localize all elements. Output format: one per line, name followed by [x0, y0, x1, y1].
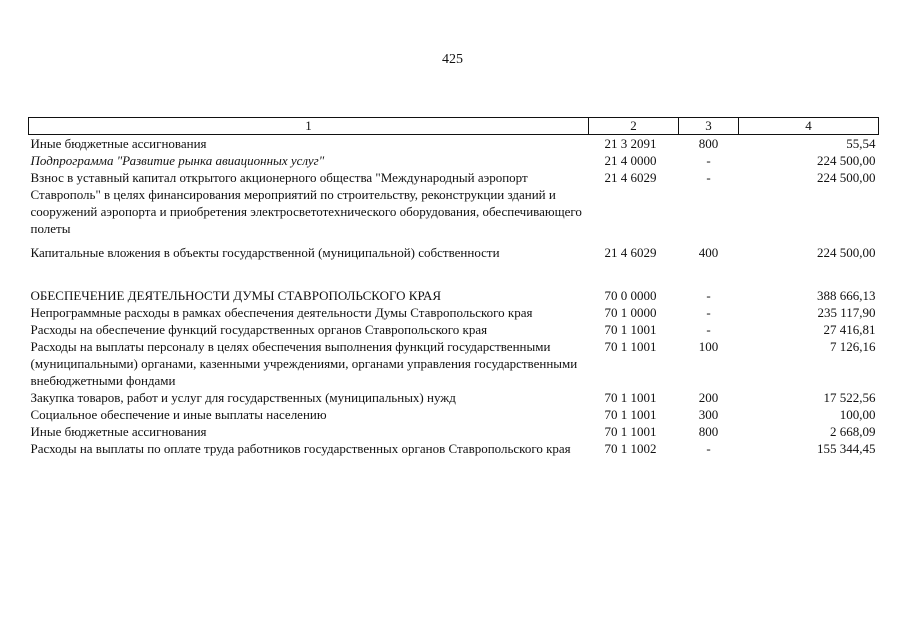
table-row [29, 406, 879, 423]
table-row [29, 338, 879, 389]
row-sum: 224 500,00 [817, 153, 876, 168]
row-sum: 235 117,90 [817, 305, 876, 320]
row-name: Расходы на выплаты по оплате труда работников государственных органов Ставропольского края [30, 441, 571, 456]
row-code: 70 1 1002 [604, 441, 657, 456]
row-name: Расходы на обеспечение функций государственных органов Ставропольского края [30, 322, 488, 337]
table-row [29, 237, 879, 261]
row-sum: 2 668,09 [830, 424, 876, 439]
row-type: 200 [698, 390, 719, 405]
row-name: Социальное обеспечение и иные выплаты населению [30, 407, 327, 422]
table-header-row [29, 118, 879, 135]
row-name: Непрограммные расходы в рамках обеспечения деятельности Думы Ставропольского края [30, 305, 533, 320]
row-code: 21 3 2091 [604, 136, 657, 151]
row-type: - [706, 305, 711, 320]
row-type: 400 [698, 245, 719, 260]
row-type: - [706, 170, 711, 185]
row-sum: 388 666,13 [817, 288, 876, 303]
column-header-name: 1 [29, 118, 589, 135]
row-name: Расходы на выплаты персоналу в целях обеспечения выполнения функций государственными (муниципальными) органами, казенными учреждениями, органами управления государственными внебюджетными фондами [30, 339, 578, 388]
table-row [29, 304, 879, 321]
row-sum: 100,00 [839, 407, 876, 422]
row-name: Капитальные вложения в объекты государственной (муниципальной) собственности [30, 245, 500, 260]
row-type: 100 [698, 339, 719, 354]
table-row [29, 261, 879, 304]
row-name: Иные бюджетные ассигнования [30, 424, 207, 439]
row-sum: 27 416,81 [823, 322, 876, 337]
row-type: 300 [698, 407, 719, 422]
row-sum: 7 126,16 [830, 339, 876, 354]
row-sum: 17 522,56 [823, 390, 876, 405]
column-header-code: 2 [589, 118, 679, 135]
row-type: 800 [698, 424, 719, 439]
row-code: 70 1 1001 [604, 390, 657, 405]
row-type: - [706, 153, 711, 168]
row-name: Взнос в уставный капитал открытого акционерного общества "Международный аэропорт Ставрополь" в целях финансирования мероприятий по строительству, реконструкции зданий и сооружений аэропорта и приобретения электросветотехнического оборудования, обеспечивающего полеты [30, 170, 582, 236]
row-name: ОБЕСПЕЧЕНИЕ ДЕЯТЕЛЬНОСТИ ДУМЫ СТАВРОПОЛЬСКОГО КРАЯ [30, 288, 442, 303]
table-row [29, 152, 879, 169]
table-row [29, 321, 879, 338]
page-number: 425 [442, 52, 463, 67]
row-name: Закупка товаров, работ и услуг для государственных (муниципальных) нужд [30, 390, 456, 405]
row-sum: 224 500,00 [817, 170, 876, 185]
row-sum: 55,54 [846, 136, 876, 151]
row-code: 70 0 0000 [604, 288, 657, 303]
row-code: 70 1 1001 [604, 322, 657, 337]
row-type: - [706, 322, 711, 337]
row-name: Иные бюджетные ассигнования [30, 136, 207, 151]
row-code: 21 4 6029 [604, 245, 657, 260]
table-row [29, 423, 879, 440]
row-sum: 224 500,00 [817, 245, 876, 260]
row-code: 21 4 0000 [604, 153, 657, 168]
budget-table [28, 117, 879, 457]
table-row [29, 440, 879, 457]
column-header-type: 3 [679, 118, 739, 135]
row-type: - [706, 288, 711, 303]
row-name: Подпрограмма "Развитие рынка авиационных услуг" [30, 153, 325, 168]
table-row [29, 169, 879, 237]
row-sum: 155 344,45 [817, 441, 876, 456]
row-code: 70 1 1001 [604, 424, 657, 439]
column-header-sum: 4 [739, 118, 879, 135]
row-code: 70 1 1001 [604, 407, 657, 422]
row-code: 70 1 0000 [604, 305, 657, 320]
table-row [29, 135, 879, 153]
row-type: 800 [698, 136, 719, 151]
row-code: 70 1 1001 [604, 339, 657, 354]
row-code: 21 4 6029 [604, 170, 657, 185]
row-type: - [706, 441, 711, 456]
table-row [29, 389, 879, 406]
